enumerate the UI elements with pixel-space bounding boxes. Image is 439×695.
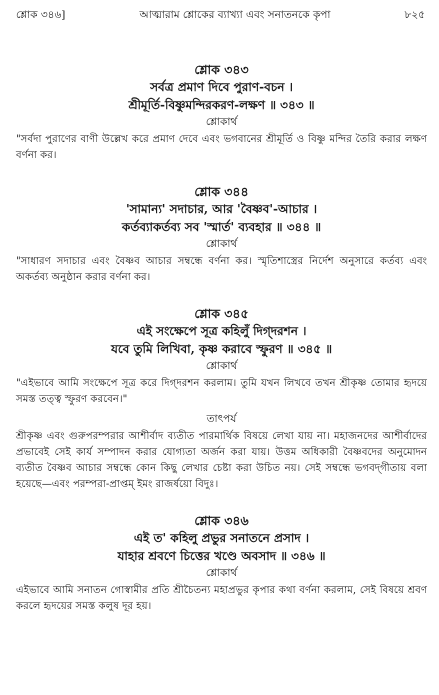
purport-label: তাৎপর্য	[206, 413, 237, 425]
verse-line: 'সামান্য' সদাচার, আর 'বৈষ্ণব'-আচার ।	[125, 202, 318, 216]
verse-line: যাহার শ্রবণে চিত্তের খণ্ডে অবসাদ ॥ ৩৪৬ ॥	[117, 549, 326, 563]
translation-label: শ্লোকার্থ	[205, 567, 238, 579]
verse-line: এই ত' কহিলু প্রভুর সনাতনে প্রসাদ ।	[133, 531, 310, 545]
verse-line: যবে তুমি লিখিবা, কৃষ্ণ করাবে স্ফুরণ ॥ ৩৪৫ ॥	[110, 342, 333, 356]
verse-number: শ্লোক ৩৪৪	[194, 184, 249, 199]
translation-label: শ্লোকার্থ	[205, 238, 238, 250]
page-number: ৮২৫	[404, 8, 425, 21]
verse-line: সর্বত্র প্রমাণ দিবে পুরাণ-বচন ।	[150, 80, 293, 94]
translation-label: শ্লোকার্থ	[205, 116, 238, 128]
header-title: আত্মারাম শ্লোকের ব্যাখ্যা এবং সনাতনকে কৃপা	[139, 8, 331, 21]
verse-line: শ্রীমূর্তি-বিষ্ণুমন্দিরকরণ-লক্ষণ ॥ ৩৪৩ ॥	[128, 98, 315, 112]
translation-text: "সাধারণ সদাচার এবং বৈষ্ণব আচার সম্বন্ধে বর্ণনা কর। স্মৃতিশাস্ত্রের নির্দেশ অনুসারে কর্তব্য এবং অকর্তব্য অনুষ্ঠান করার বর্ণনা কর।	[16, 256, 427, 283]
translation-text: "এইভাবে আমি সংক্ষেপে সূত্র করে দিগ্‌দরশন করলাম। তুমি যখন লিখবে তখন শ্রীকৃষ্ণ তোমার হৃদয়ে সমস্ত তত্ত্ব স্ফুরণ করবেন।"	[16, 378, 427, 405]
verse-section-345	[16, 306, 427, 493]
verse-section-343	[16, 62, 427, 164]
purport-text: শ্রীকৃষ্ণ এবং গুরুপরম্পরার আশীর্বাদ ব্যতীত পারমার্থিক বিষয়ে লেখা যায় না। মহাজনদের আশীর্বাদের প্রভাবেই সেই কার্য সম্পাদন করার যোগ্যতা অর্জন করা যায়। উত্তম অধিকারী বৈষ্ণবদের অনুমোদন ব্যতীত বৈষ্ণব আচার সম্বন্ধে কোন কিছু লেখার চেষ্টা করা উচিত নয়। সেই সম্বন্ধে ভগবদ্‌গীতায় বলা হয়েছে—এবং পরম্পরা-প্রাপ্তম্‌ ইমং রাজর্ষয়ো বিদুঃ।	[16, 431, 427, 490]
verse-section-344	[16, 184, 427, 286]
header-verse-ref: শ্লোক ৩৪৬]	[16, 8, 66, 21]
verse-number: শ্লোক ৩৪৫	[194, 306, 249, 321]
translation-label: শ্লোকার্থ	[205, 360, 238, 372]
translation-text: "সর্বদা পুরাণের বাণী উল্লেখ করে প্রমাণ দেবে এবং ভগবানের শ্রীমূর্তি ও বিষ্ণু মন্দির তৈরি করার লক্ষণ বর্ণনা কর।	[16, 134, 427, 161]
verse-line: কর্তব্যাকর্তব্য সব 'স্মার্ত' ব্যবহার ॥ ৩৪৪ ॥	[121, 220, 322, 234]
translation-text: এইভাবে আমি সনাতন গোস্বামীর প্রতি শ্রীচৈতন্য মহাপ্রভুর কৃপার কথা বর্ণনা করলাম, সেই বিষয়ে শ্রবণ করলে হৃদয়ের সমস্ত কলুষ দূর হয়।	[16, 585, 427, 612]
verse-number: শ্লোক ৩৪৬	[194, 513, 249, 528]
verse-number: শ্লোক ৩৪৩	[194, 62, 249, 77]
running-header	[16, 7, 425, 25]
verse-line: এই সংক্ষেপে সূত্র কহিলুঁ দিগ্‌দরশন ।	[136, 324, 307, 338]
verse-section-346	[16, 513, 427, 615]
page-content	[16, 60, 427, 623]
